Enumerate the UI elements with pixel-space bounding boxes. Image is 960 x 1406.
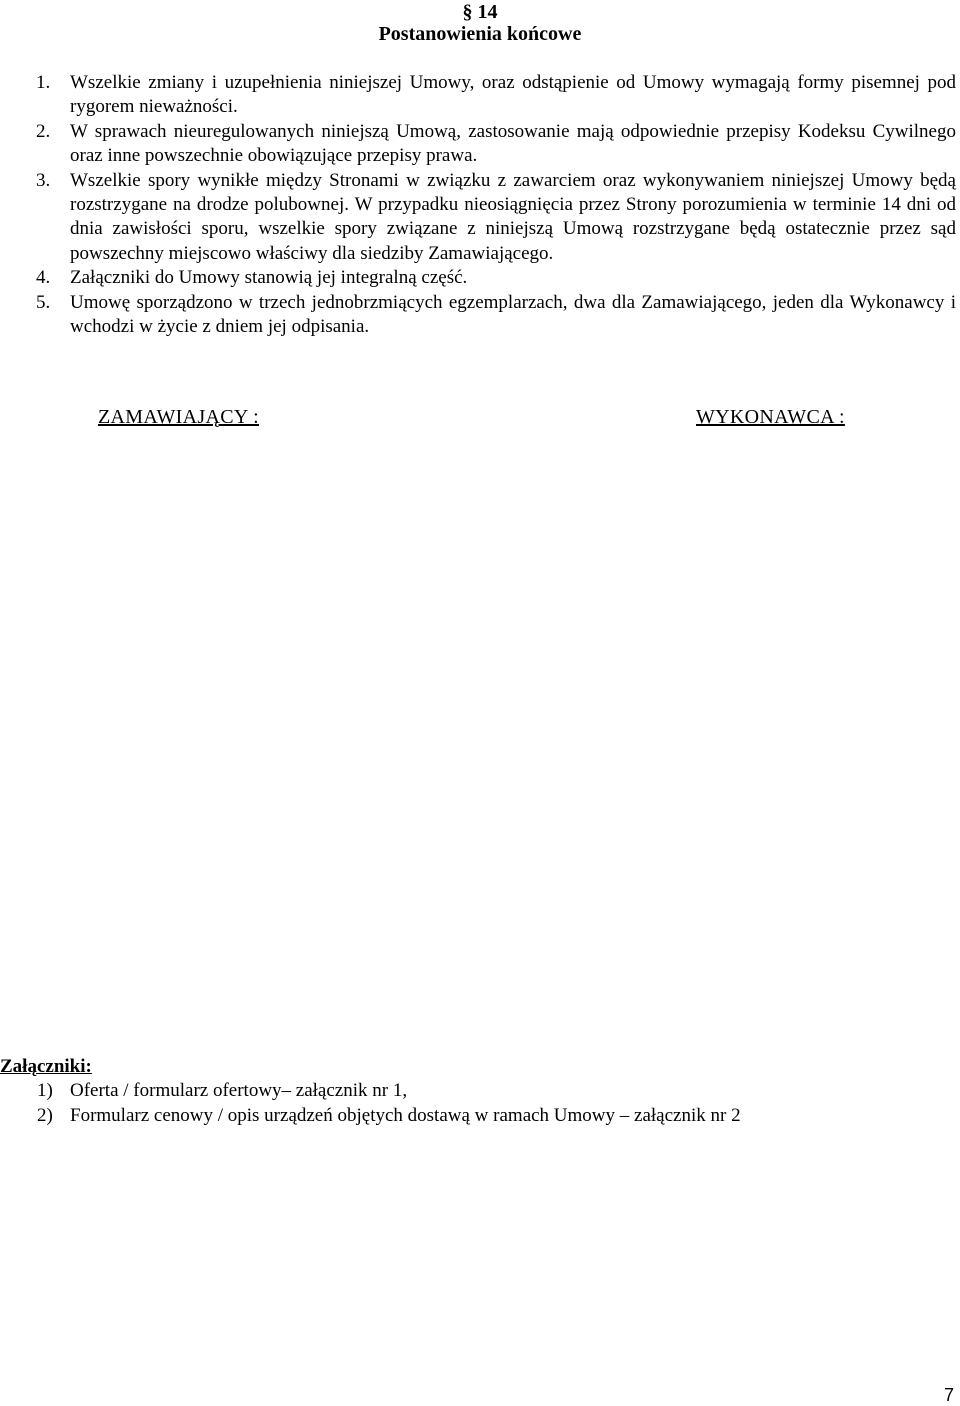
list-item (36, 71, 956, 120)
list-item (36, 291, 956, 340)
attachment-text: Formularz cenowy / opis urządzeń objętych dostawą w ramach Umowy – załącznik nr 2 (70, 1104, 741, 1126)
attachment-number: 2) (37, 1104, 53, 1126)
item-number: 4. (36, 267, 51, 289)
item-number: 5. (36, 291, 51, 313)
provisions-list (36, 71, 956, 339)
section-number: § 14 (462, 1, 498, 23)
item-text: Umowę sporządzono w trzech jednobrzmiących egzemplarzach, dwa dla Zamawiającego, jeden dla Wykonawcy i wchodzi w życie z dniem jej odpisania. (70, 291, 956, 338)
list-item (36, 266, 956, 290)
attachment-item (0, 1104, 960, 1129)
item-text: Załączniki do Umowy stanowią jej integralną część. (70, 267, 468, 289)
item-number: 3. (36, 169, 51, 191)
item-number: 1. (36, 72, 51, 93)
list-item (36, 169, 956, 267)
attachment-item (0, 1079, 960, 1104)
item-text: Wszelkie spory wynikłe między Stronami w związku z zawarciem oraz wykonywaniem niniejszej Umowy będą rozstrzygane na drodze polubownej. W przypadku nieosiągnięcia przez Strony porozumienia w terminie 14 dni od dnia zawisłości sporu, wszelkie spory związane z niniejszą Umową rozstrzygane będą ostatecznie przez sąd powszechny miejscowo właściwy dla siedziby Zamawiającego. (70, 169, 956, 264)
attachment-text: Oferta / formularz ofertowy– załącznik nr 1, (70, 1080, 408, 1101)
attachments-section (0, 1055, 960, 1128)
signature-contractor: WYKONAWCA : (696, 406, 845, 428)
attachments-heading: Załączniki: (0, 1056, 92, 1077)
item-number: 2. (36, 120, 51, 142)
item-text: Wszelkie zmiany i uzupełnienia niniejszej Umowy, oraz odstąpienie od Umowy wymagają formy pisemnej pod rygorem nieważności. (70, 72, 956, 118)
section-title: Postanowienia końcowe (378, 23, 582, 45)
page-number: 7 (943, 1385, 954, 1405)
signature-contracting-party: ZAMAWIAJĄCY : (98, 406, 259, 428)
list-item (36, 120, 956, 169)
attachment-number: 1) (37, 1080, 53, 1101)
item-text: W sprawach nieuregulowanych niniejszą Umową, zastosowanie mają odpowiednie przepisy Kodeksu Cywilnego oraz inne powszechnie obowiązujące przepisy prawa. (70, 120, 956, 167)
